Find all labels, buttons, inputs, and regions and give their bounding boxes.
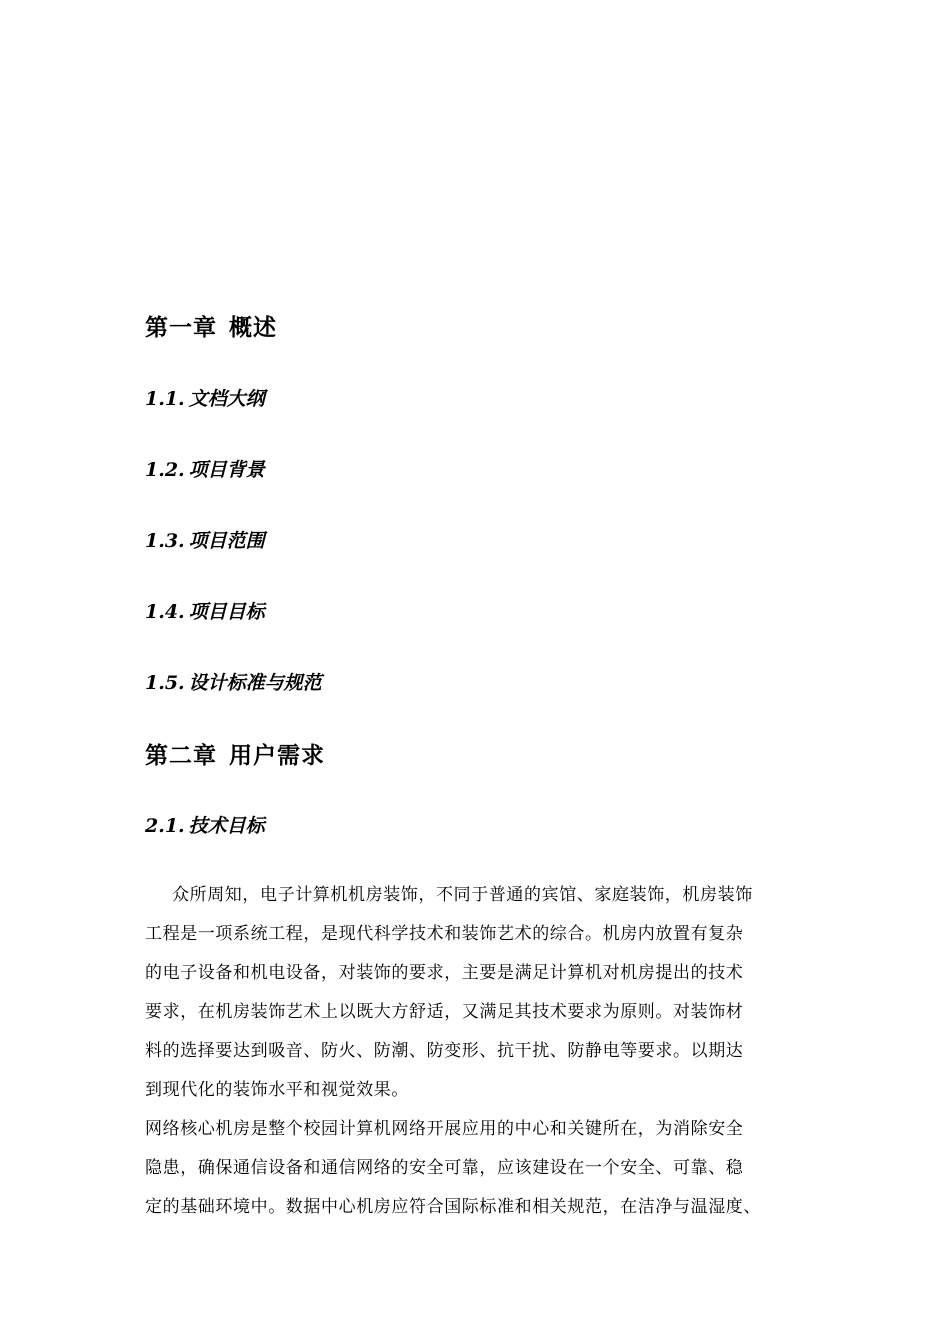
section-heading-1-1 <box>145 386 265 412</box>
section-heading-1-4 <box>145 599 265 625</box>
chapter-title: 概述 <box>229 314 277 341</box>
chapter-number: 第一章 <box>145 314 217 341</box>
section-heading-1-2 <box>145 457 265 483</box>
section-number: 1.4. <box>145 601 185 623</box>
section-number: 1.1. <box>145 388 185 410</box>
body-paragraph-1 <box>145 876 815 1110</box>
section-number: 2.1. <box>145 815 185 837</box>
paragraph-line: 工程是一项系统工程，是现代科学技术和装饰艺术的综合。机房内放置有复杂 <box>145 924 744 944</box>
section-title: 项目范围 <box>188 530 265 552</box>
section-title: 项目目标 <box>188 601 265 623</box>
section-heading-1-3 <box>145 528 265 554</box>
chapter-title: 用户需求 <box>229 742 325 769</box>
section-title: 项目背景 <box>188 459 265 481</box>
paragraph-line: 定的基础环境中。数据中心机房应符合国际标准和相关规范，在洁净与温湿度、 <box>145 1197 761 1217</box>
section-number: 1.2. <box>145 459 185 481</box>
section-heading-2-1 <box>145 813 265 839</box>
paragraph-line: 众所周知，电子计算机机房装饰，不同于普通的宾馆、家庭装饰，机房装饰 <box>172 885 753 905</box>
section-title: 技术目标 <box>188 815 265 837</box>
section-title: 设计标准与规范 <box>188 672 322 694</box>
paragraph-line: 的电子设备和机电设备，对装饰的要求，主要是满足计算机对机房提出的技术 <box>145 963 744 983</box>
chapter-heading-1 <box>145 313 277 343</box>
chapter-heading-2 <box>145 741 325 771</box>
paragraph-line: 要求，在机房装饰艺术上以既大方舒适，又满足其技术要求为原则。对装饰材 <box>145 1002 744 1022</box>
paragraph-line: 隐患，确保通信设备和通信网络的安全可靠，应该建设在一个安全、可靠、稳 <box>145 1158 744 1178</box>
chapter-number: 第二章 <box>145 742 217 769</box>
paragraph-line: 网络核心机房是整个校园计算机网络开展应用的中心和关键所在，为消除安全 <box>145 1119 744 1139</box>
section-number: 1.5. <box>145 672 185 694</box>
section-heading-1-5 <box>145 670 322 696</box>
body-paragraph-2 <box>145 1110 815 1227</box>
section-number: 1.3. <box>145 530 185 552</box>
paragraph-line: 料的选择要达到吸音、防火、防潮、防变形、抗干扰、防静电等要求。以期达 <box>145 1041 744 1061</box>
paragraph-line: 到现代化的装饰水平和视觉效果。 <box>145 1080 409 1100</box>
section-title: 文档大纲 <box>188 388 265 410</box>
